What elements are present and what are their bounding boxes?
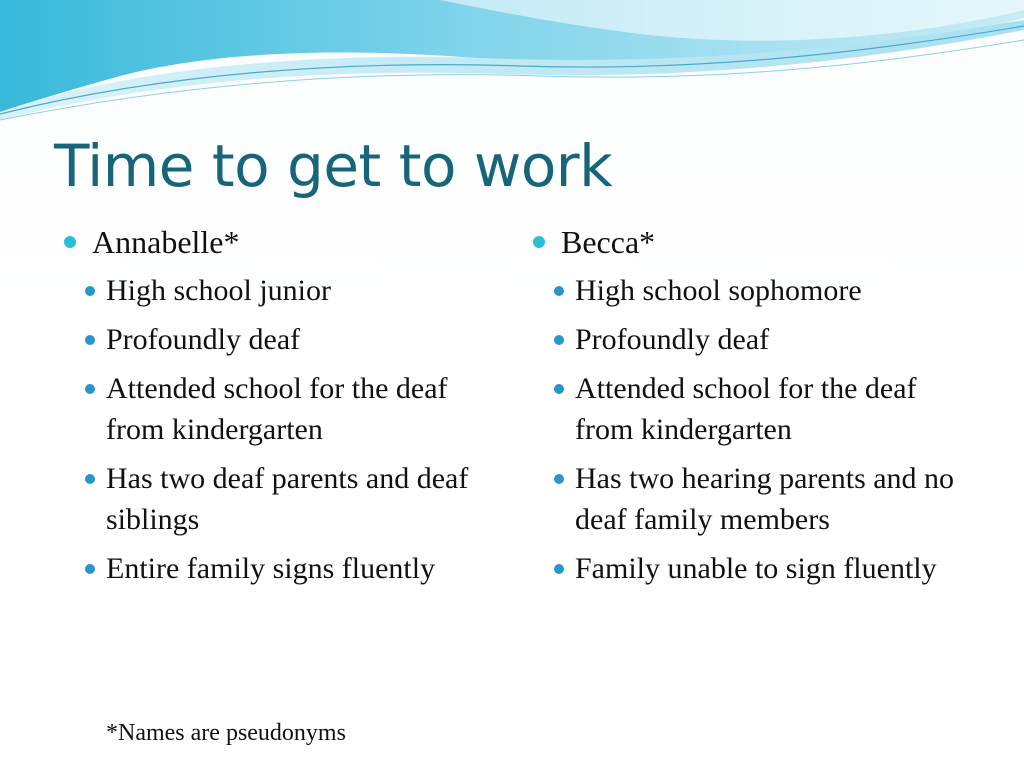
bullet-icon xyxy=(554,474,564,484)
list-item-text: Attended school for the deaf from kindergarten xyxy=(575,372,917,446)
column-annabelle xyxy=(64,222,504,597)
list-item-text: Attended school for the deaf from kindergarten xyxy=(106,372,448,446)
profile-facts-list xyxy=(533,270,973,589)
bullet-icon xyxy=(533,236,545,248)
profile-heading xyxy=(64,222,504,262)
bullet-icon xyxy=(85,335,95,345)
bullet-icon xyxy=(64,236,76,248)
bullet-icon xyxy=(85,384,95,394)
list-item xyxy=(64,368,504,450)
profile-facts-list xyxy=(64,270,504,589)
list-item xyxy=(64,319,504,360)
slide-title: Time to get to work xyxy=(54,132,613,200)
list-item xyxy=(64,270,504,311)
bullet-icon xyxy=(554,384,564,394)
bullet-icon xyxy=(85,474,95,484)
list-item xyxy=(533,270,973,311)
bullet-icon xyxy=(554,286,564,296)
profile-heading xyxy=(533,222,973,262)
bullet-icon xyxy=(85,564,95,574)
list-item-text: Family unable to sign fluently xyxy=(575,552,937,585)
list-item-text: Profoundly deaf xyxy=(575,323,770,356)
list-item xyxy=(533,319,973,360)
column-becca xyxy=(533,222,973,597)
list-item-text: Profoundly deaf xyxy=(106,323,301,356)
bullet-icon xyxy=(554,564,564,574)
header-wave-decoration xyxy=(0,0,1024,130)
bullet-icon xyxy=(85,286,95,296)
bullet-icon xyxy=(554,335,564,345)
list-item xyxy=(533,458,973,540)
list-item-text: Entire family signs fluently xyxy=(106,552,436,585)
list-item-text: Has two hearing parents and no deaf family members xyxy=(575,462,955,536)
profile-name: Becca* xyxy=(561,224,656,260)
list-item-text: High school junior xyxy=(106,274,331,307)
list-item-text: High school sophomore xyxy=(575,274,862,307)
footnote: *Names are pseudonyms xyxy=(106,720,346,746)
profile-name: Annabelle* xyxy=(92,224,240,260)
list-item xyxy=(533,368,973,450)
list-item-text: Has two deaf parents and deaf siblings xyxy=(106,462,469,536)
list-item xyxy=(533,548,973,589)
list-item xyxy=(64,548,504,589)
list-item xyxy=(64,458,504,540)
